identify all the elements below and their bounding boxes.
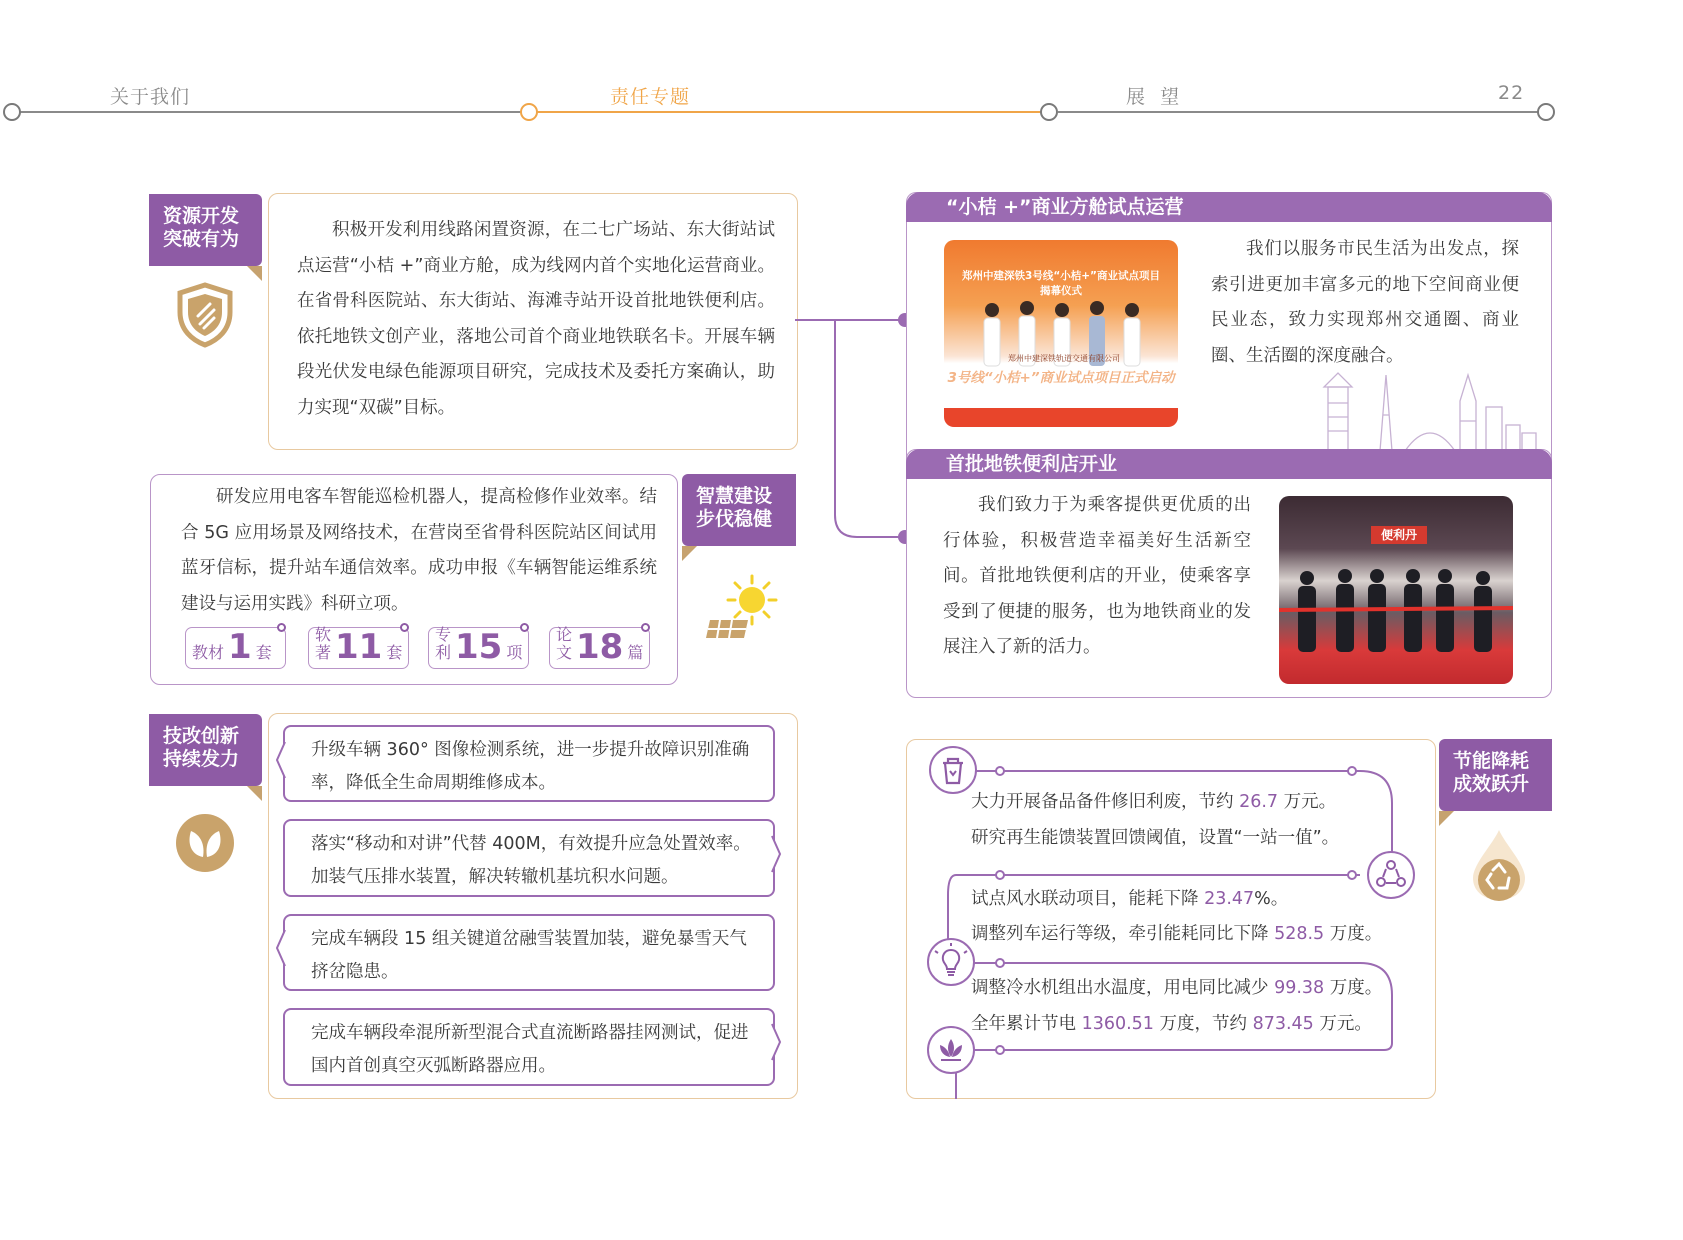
energy-line-5-text: 调整冷水机组出水温度，用电同比减少 [971, 978, 1275, 998]
energy-line-6-unit: 万元。 [1313, 1014, 1372, 1034]
innovation-tag-line-1: 技改创新 [163, 725, 240, 747]
nav-dot-end [1537, 103, 1555, 121]
energy-line-2 [971, 824, 1339, 849]
connector-lines [795, 310, 915, 550]
nav-dot-start [3, 103, 21, 121]
energy-line-1-value: 26.7 [1239, 792, 1279, 812]
xiaoju-title-bar [906, 192, 1552, 222]
energy-line-3-text: 试点风水联动项目，能耗下降 [971, 889, 1205, 909]
nav-line-1 [18, 111, 524, 113]
energy-tag [1439, 739, 1552, 811]
innovation-item-1: 升级车辆 360° 图像检测系统，进一步提升故障识别准确率，降低全生命周期维修成本。 [283, 725, 775, 802]
xiaoju-photo-company: 郑州中建深铁轨道交通有限公司 [1008, 354, 1120, 363]
energy-line-3-unit: %。 [1254, 889, 1289, 909]
resource-tag-fold [247, 266, 262, 281]
store-title-bar [906, 449, 1552, 479]
nav-dot-active [520, 103, 538, 121]
stat-software-label: 软著 [315, 625, 332, 662]
stat-patents-label: 专利 [435, 625, 452, 662]
energy-line-6-value-1: 1360.51 [1081, 1014, 1154, 1034]
xiaoju-title: “小桔 +”商业方舱试点运营 [946, 196, 1184, 218]
store-photo-sign: 便利丹 [1371, 526, 1427, 544]
stat-textbooks-label: 教材 [192, 643, 225, 662]
stat-papers-value: 18 [576, 627, 624, 667]
xiaoju-photo-banner-2: 揭幕仪式 [1040, 285, 1082, 297]
energy-tag-fold [1439, 811, 1454, 826]
lightbulb-icon [926, 937, 976, 991]
resource-tag-line-1: 资源开发 [163, 205, 240, 227]
city-skyline-illustration [1310, 355, 1540, 453]
resource-card [268, 193, 798, 450]
energy-line-4 [971, 920, 1382, 945]
stat-patents-unit: 项 [506, 643, 523, 662]
energy-line-1 [971, 788, 1336, 813]
nav-line-3 [1058, 111, 1544, 113]
nav-dot-3 [1040, 103, 1058, 121]
nav-responsibility-topic[interactable]: 责任专题 [610, 86, 691, 108]
energy-line-4-text: 调整列车运行等级，牵引能耗同比下降 [971, 924, 1275, 944]
stat-papers-label: 论文 [556, 625, 573, 662]
energy-tag-line-1: 节能降耗 [1453, 750, 1530, 772]
energy-line-3 [971, 885, 1288, 910]
energy-line-6-value-2: 873.45 [1252, 1014, 1314, 1034]
xiaoju-photo-red-base [944, 408, 1178, 427]
stat-dot [641, 623, 650, 632]
page-number: 22 [1498, 82, 1525, 104]
energy-line-5-value: 99.38 [1274, 978, 1325, 998]
energy-line-5 [971, 974, 1382, 999]
store-opening-people-illustration [1279, 556, 1513, 684]
stat-software [308, 627, 409, 669]
stat-textbooks-value: 1 [228, 627, 252, 667]
stat-papers [549, 627, 650, 669]
xiaoju-photo [944, 240, 1178, 427]
innovation-tag-line-2: 持续发力 [163, 748, 240, 770]
smart-tag-line-2: 步伐稳健 [696, 508, 773, 530]
smart-tag-fold [682, 546, 697, 561]
smart-paragraph: 研发应用电客车智能巡检机器人，提高检修作业效率。结合 5G 应用场景及网络技术，在营岗至省骨科医院站区间试用蓝牙信标，提升站车通信效率。成功申报《车辆智能运维系统建设与运用实践》科研立项。 [181, 487, 657, 614]
stat-dot [400, 623, 409, 632]
energy-line-6 [971, 1010, 1372, 1035]
innovation-tag-fold [247, 786, 262, 801]
recycle-drop-icon [1471, 828, 1527, 906]
energy-line-3-value: 23.47 [1204, 889, 1255, 909]
store-paragraph: 我们致力于为乘客提供更优质的出行体验，积极营造幸福美好生活新空间。首批地铁便利店的开业，使乘客享受到了便捷的服务，也为地铁商业的发展注入了新的活力。 [943, 495, 1251, 657]
stat-patents-value: 15 [455, 627, 503, 667]
solar-sun-icon [706, 574, 780, 644]
energy-line-2-text: 研究再生能馈装置回馈阈值，设置“一站一值”。 [971, 828, 1340, 848]
energy-line-4-unit: 万度。 [1324, 924, 1383, 944]
stat-dot [277, 623, 286, 632]
xiaoju-photo-bottom-text: 3号线“小桔+”商业试点项目正式启动 [947, 370, 1175, 386]
nav-outlook[interactable]: 展 望 [1126, 86, 1181, 108]
stat-dot [520, 623, 529, 632]
innovation-tag [149, 714, 262, 786]
energy-line-4-value: 528.5 [1274, 924, 1325, 944]
energy-tag-line-2: 成效跃升 [1453, 773, 1530, 795]
nav-line-2 [536, 111, 1046, 113]
cycle-arrows-icon [1366, 850, 1416, 904]
innovation-item-2: 落实“移动和对讲”代替 400M，有效提升应急处置效率。加装气压排水装置，解决转辙机基坑积水问题。 [283, 819, 775, 897]
shield-icon [176, 282, 234, 352]
stat-textbooks [185, 627, 286, 669]
energy-line-1-text: 大力开展备品备件修旧利废，节约 [971, 792, 1240, 812]
stat-patents [428, 627, 529, 669]
resource-tag-line-2: 突破有为 [163, 228, 240, 250]
stat-papers-unit: 篇 [627, 643, 644, 662]
leaf-icon [175, 813, 235, 877]
nav-about-us[interactable]: 关于我们 [110, 86, 191, 108]
energy-line-1-unit: 万元。 [1278, 792, 1337, 812]
lotus-icon [926, 1025, 976, 1079]
xiaoju-photo-banner-1: 郑州中建深铁3号线“小桔+”商业试点项目 [962, 270, 1160, 282]
energy-line-6-middle: 万度，节约 [1153, 1014, 1253, 1034]
resource-paragraph: 积极开发利用线路闲置资源，在二七广场站、东大街站试点运营“小桔 +”商业方舱，成为线网内首个实地化运营商业。在省骨科医院站、东大街站、海滩寺站开设首批地铁便利店。依托地铁文创产业，落地公司首个商业地铁联名卡。开展车辆段光伏发电绿色能源项目研究，完成技术及委托方案确认，助力实现“双碳”目标。 [297, 220, 775, 418]
store-photo [1279, 496, 1513, 684]
store-title: 首批地铁便利店开业 [946, 453, 1118, 475]
energy-line-6-text: 全年累计节电 [971, 1014, 1082, 1034]
stat-textbooks-unit: 套 [255, 643, 272, 662]
smart-tag [682, 474, 796, 546]
resource-tag [149, 194, 262, 266]
energy-line-5-unit: 万度。 [1324, 978, 1383, 998]
stat-software-value: 11 [335, 627, 383, 667]
innovation-item-3: 完成车辆段 15 组关键道岔融雪装置加装，避免暴雪天气挤岔隐患。 [283, 914, 775, 991]
innovation-item-4: 完成车辆段牵混所新型混合式直流断路器挂网测试，促进国内首创真空灭弧断路器应用。 [283, 1008, 775, 1086]
stat-software-unit: 套 [386, 643, 403, 662]
xiaoju-paragraph: 我们以服务市民生活为出发点，探索引进更加丰富多元的地下空间商业便民业态，致力实现郑州交通圈、商业圈、生活圈的深度融合。 [1211, 239, 1519, 366]
smart-tag-line-1: 智慧建设 [696, 485, 773, 507]
innovation-notches [276, 720, 786, 1092]
